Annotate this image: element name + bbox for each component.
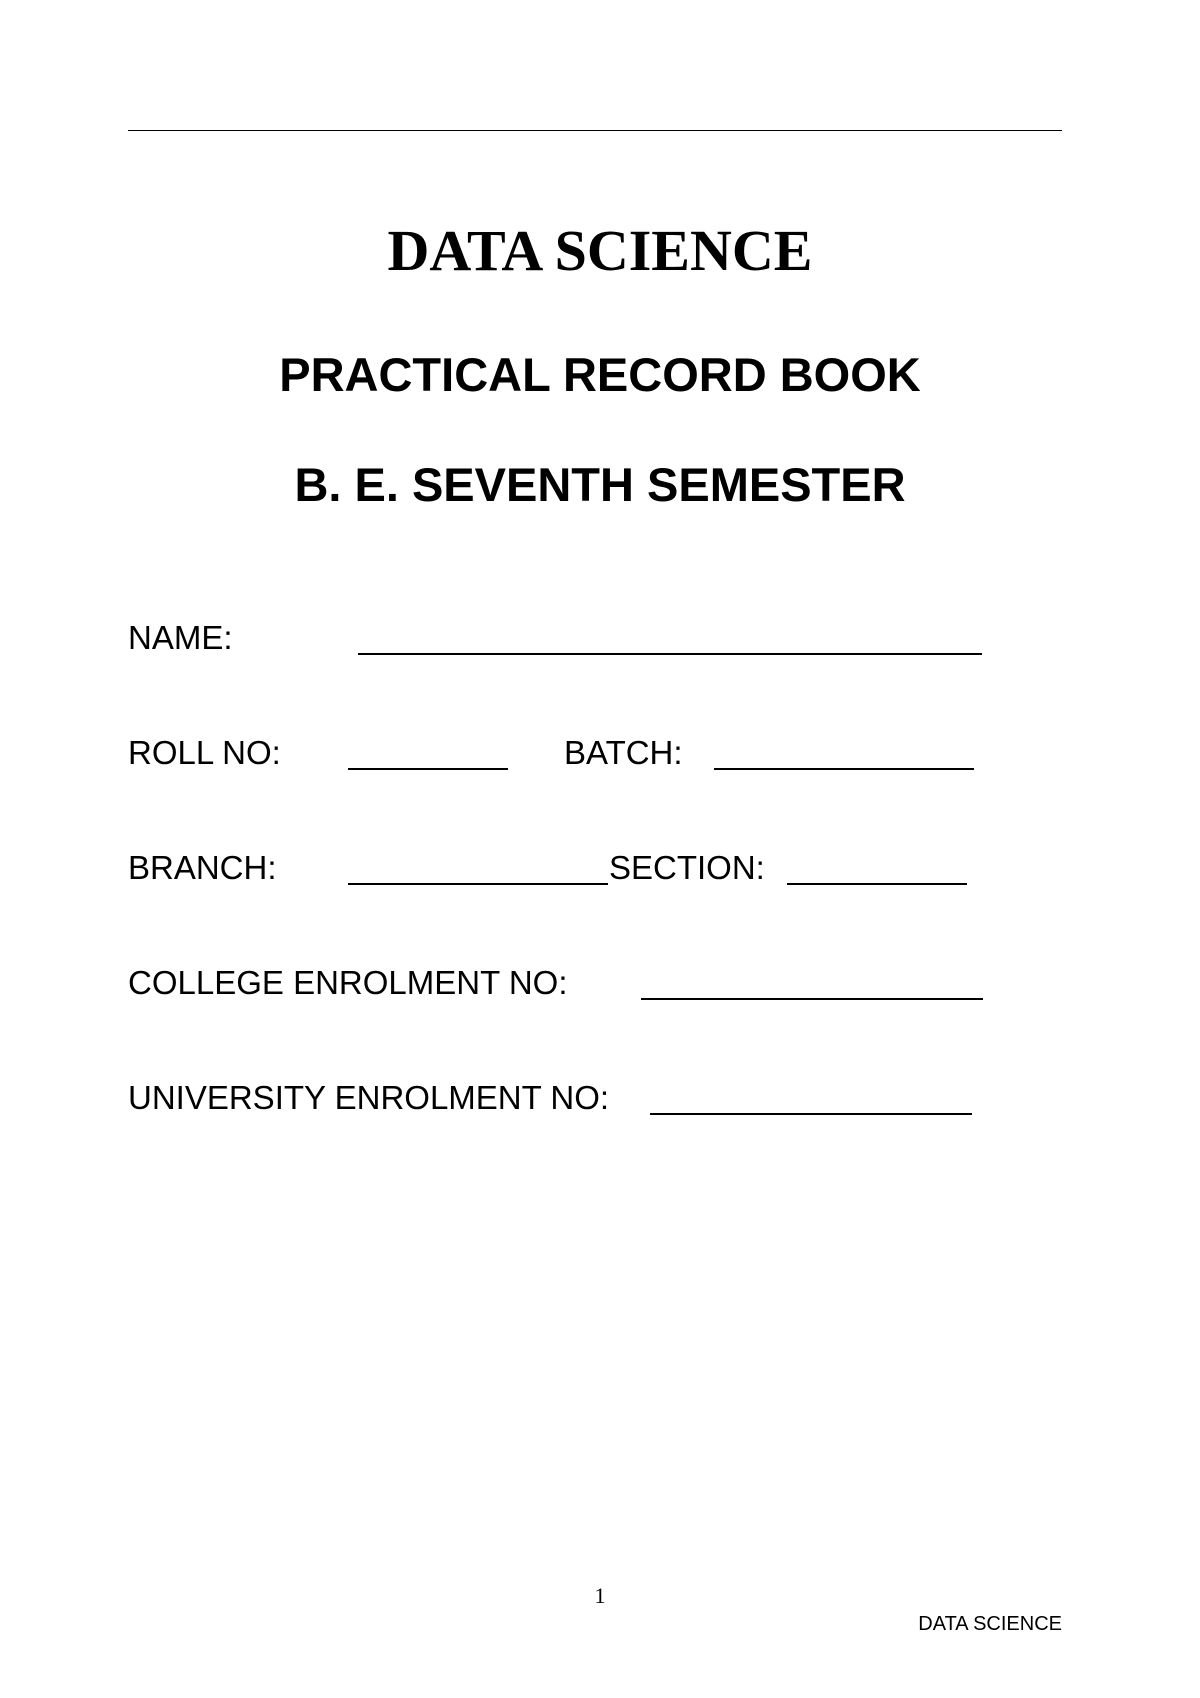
page-number: 1 <box>594 1583 606 1608</box>
college-enrolment-label: COLLEGE ENROLMENT NO: <box>128 964 568 1001</box>
batch-field[interactable] <box>714 768 974 770</box>
university-enrolment-field[interactable] <box>650 1113 972 1115</box>
college-enrolment-field[interactable] <box>641 998 983 1000</box>
document-title: DATA SCIENCE <box>387 218 813 283</box>
semester-heading: B. E. SEVENTH SEMESTER <box>294 458 906 511</box>
header-rule <box>128 130 1062 131</box>
roll-no-field[interactable] <box>348 768 508 770</box>
name-label: NAME: <box>128 619 233 656</box>
section-field[interactable] <box>787 883 967 885</box>
batch-label: BATCH: <box>564 734 683 771</box>
section-label: SECTION: <box>609 849 765 886</box>
footer-running-title: DATA SCIENCE <box>918 1613 1062 1635</box>
university-enrolment-label: UNIVERSITY ENROLMENT NO: <box>128 1079 610 1116</box>
roll-no-label: ROLL NO: <box>128 734 281 771</box>
name-field[interactable] <box>358 653 982 655</box>
document-subtitle: PRACTICAL RECORD BOOK <box>279 348 921 401</box>
branch-label: BRANCH: <box>128 849 277 886</box>
branch-field[interactable] <box>348 883 608 885</box>
